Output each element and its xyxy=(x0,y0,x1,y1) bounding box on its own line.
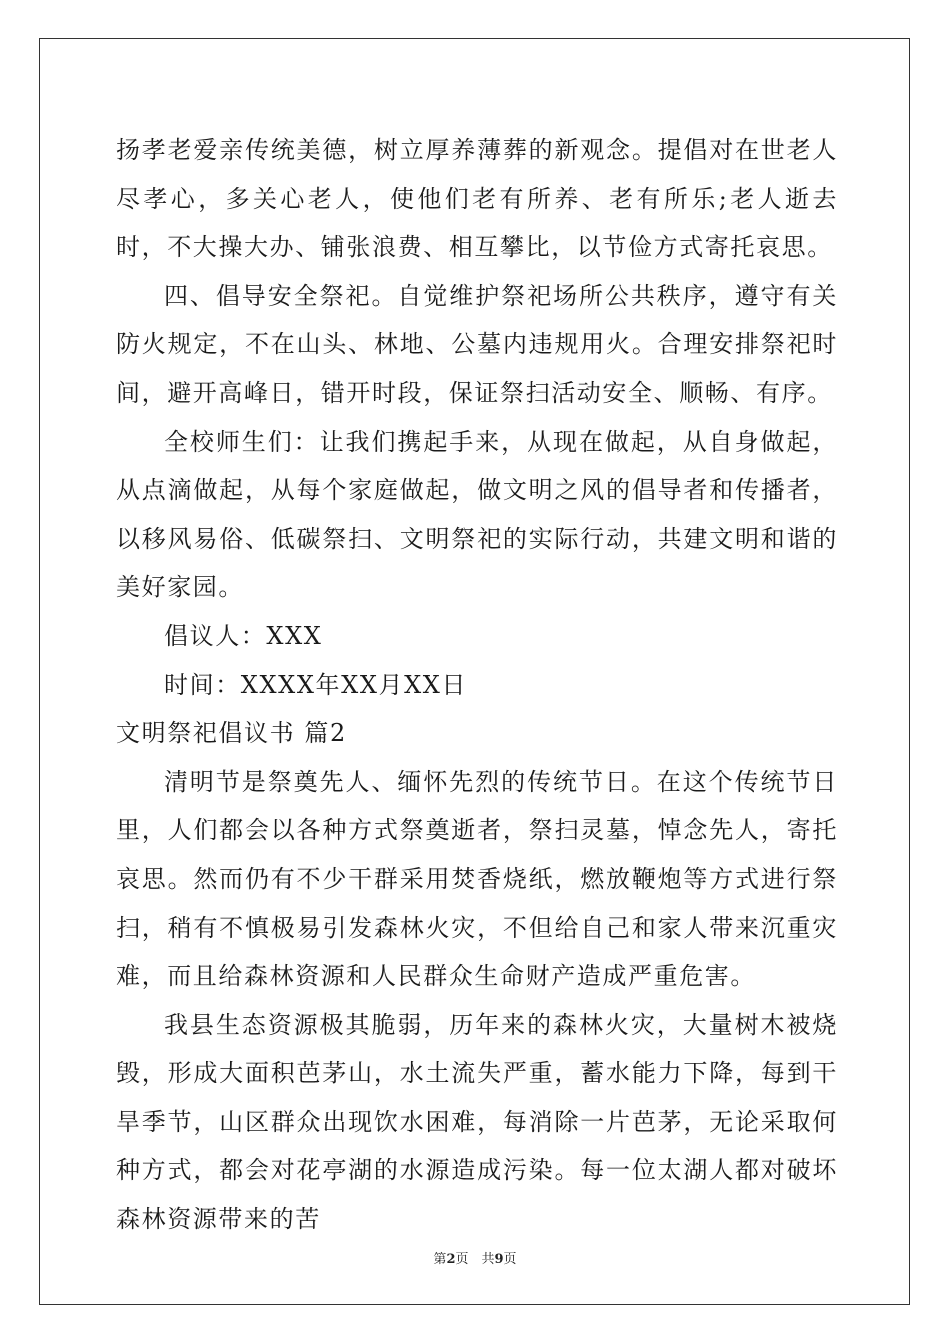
paragraph-qingming: 清明节是祭奠先人、缅怀先烈的传统节日。在这个传统节日里，人们都会以各种方式祭奠逝者，祭扫灵墓，悼念先人，寄托哀思。然而仍有不少干群采用焚香烧纸，燃放鞭炮等方式进行祭扫，稍有不慎极易引发森林火灾，不但给自己和家人带来沉重灾难，而且给森林资源和人民群众生命财产造成严重危害。 xyxy=(116,767,838,991)
page-number-total: 9 xyxy=(494,1252,504,1267)
date-line: 时间：XXXX年XX月XX日 xyxy=(164,670,468,699)
paragraph-safe-sacrifice: 四、倡导安全祭祀。自觉维护祭祀场所公共秩序，遵守有关防火规定，不在山头、林地、公墓内违规用火。合理安排祭祀时间，避开高峰日，错开时段，保证祭扫活动安全、顺畅、有序。 xyxy=(116,281,838,407)
paragraph-ecology: 我县生态资源极其脆弱，历年来的森林火灾，大量树木被烧毁，形成大面积芭茅山，水土流失严重，蓄水能力下降，每到干旱季节，山区群众出现饮水困难，每消除一片芭茅，无论采取何种方式，都会对花亭湖的水源造成污染。每一位太湖人都对破坏森林资源带来的苦 xyxy=(116,1010,838,1234)
page-number-prefix: 第 xyxy=(433,1252,447,1267)
initiator-line: 倡议人：XXX xyxy=(164,621,323,650)
document-body xyxy=(116,126,838,1244)
section-heading: 文明祭祀倡议书 篇2 xyxy=(116,719,347,748)
page-number-mid: 页 共 xyxy=(455,1252,495,1267)
page-number-current: 2 xyxy=(446,1252,456,1267)
page-footer xyxy=(0,1248,950,1267)
paragraph-call-to-action: 全校师生们：让我们携起手来，从现在做起，从自身做起，从点滴做起，从每个家庭做起，做文明之风的倡导者和传播者，以移风易俗、低碳祭扫、文明祭祀的实际行动，共建文明和谐的美好家园。 xyxy=(116,427,838,602)
paragraph-filial-piety: 扬孝老爱亲传统美德，树立厚养薄葬的新观念。提倡对在世老人尽孝心，多关心老人，使他们老有所养、老有所乐;老人逝去时，不大操大办、铺张浪费、相互攀比，以节俭方式寄托哀思。 xyxy=(116,136,838,262)
page-number-suffix: 页 xyxy=(503,1252,517,1267)
